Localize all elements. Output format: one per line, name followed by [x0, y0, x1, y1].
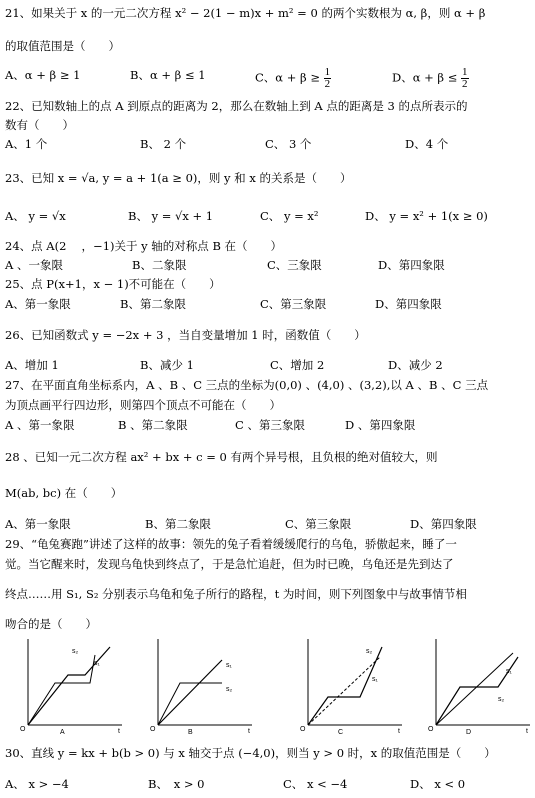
q28-stem-line1: 28 、已知一元二次方程 ax² + bx + c = 0 有两个异号根，且负根的绝对值较大，则	[5, 450, 438, 464]
q28-option-b: B、第二象限	[145, 517, 211, 531]
q22-option-d: D、4 个	[405, 137, 449, 151]
q22-option-b: B、 2 个	[140, 137, 187, 151]
q22-option-c: C、 3 个	[265, 137, 312, 151]
q28-option-d: D、第四象限	[410, 517, 477, 531]
q29-graph-c-label: C	[338, 729, 344, 736]
q27-option-a: A 、第一象限	[5, 418, 75, 432]
q26-option-b: B、减少 1	[140, 358, 194, 372]
q30-option-b: B、 x > 0	[148, 777, 205, 791]
q25-option-d: D、第四象限	[375, 297, 442, 311]
q29-stem-line4: 吻合的是（ ）	[5, 617, 97, 631]
q24-option-b: B、二象限	[132, 258, 187, 272]
q30-option-c: C、 x < −4	[283, 777, 348, 791]
q24-option-a: A 、一象限	[5, 258, 63, 272]
q25-option-a: A、第一象限	[5, 297, 71, 311]
q29-graph-c	[290, 635, 405, 735]
q24-option-c: C、三象限	[267, 258, 322, 272]
q25-option-b: B、第二象限	[120, 297, 186, 311]
q28-option-a: A、第一象限	[5, 517, 71, 531]
q21-stem-line2: 的取值范围是（ ）	[5, 39, 120, 53]
q21-option-d	[392, 67, 469, 90]
q29-graph-c-t: t	[398, 728, 400, 735]
q21-option-d-fraction: $\frac{1}{2}$	[462, 66, 468, 90]
q25-stem: 25、点 P(x+1，x − 1)不可能在（ ）	[5, 277, 221, 291]
q29-graph-c-s1: s₁	[372, 676, 378, 683]
q27-option-b: B 、第二象限	[118, 418, 188, 432]
q29-stem-line1: 29、“龟兔赛跑”讲述了这样的故事：领先的兔子看着缓缓爬行的乌龟，骄傲起来，睡了一	[5, 537, 457, 551]
q27-option-d: D 、第四象限	[345, 418, 416, 432]
q28-stem-line2: M(ab, bc) 在（ ）	[5, 486, 123, 500]
q29-stem-line3: 终点……用 S₁, S₂ 分别表示乌龟和兔子所行的路程，t 为时间，则下列图象中与故事情节相	[5, 587, 467, 601]
q30-stem: 30、直线 y = kx + b(b > 0) 与 x 轴交于点 (−4,0)，则当 y > 0 时，x 的取值范围是（ ）	[5, 746, 496, 760]
q29-graph-d-t: t	[526, 728, 528, 735]
q26-option-d: D、减少 2	[388, 358, 443, 372]
q21-option-b: B、α + β ≤ 1	[130, 68, 206, 82]
q27-option-c: C 、第三象限	[235, 418, 305, 432]
q29-graph-b-origin: O	[150, 726, 156, 733]
q29-graph-a	[10, 635, 125, 735]
q21-option-d-text: D、α + β ≤	[392, 70, 458, 85]
q29-graph-d-label: D	[466, 729, 472, 736]
q27-stem-line2: 为顶点画平行四边形，则第四个顶点不可能在（ ）	[5, 398, 281, 412]
q22-stem-line2: 数有（ ）	[5, 118, 74, 132]
q29-graph-b	[140, 635, 255, 735]
q30-option-a: A、 x > −4	[5, 777, 69, 791]
q23-option-c: C、 y = x²	[260, 209, 319, 223]
q23-option-b: B、 y = √x + 1	[128, 209, 214, 223]
q26-stem: 26、已知函数式 y = −2x + 3 ，当自变量增加 1 时，函数值（ ）	[5, 328, 366, 342]
q29-graph-b-s1: s₁	[226, 662, 232, 669]
q22-stem-line1: 22、已知数轴上的点 A 到原点的距离为 2，那么在数轴上到 A 点的距离是 3 的点所表示的	[5, 99, 468, 113]
q29-graph-c-origin: O	[300, 726, 306, 733]
q22-option-a: A、1 个	[5, 137, 48, 151]
q26-option-a: A、增加 1	[5, 358, 59, 372]
q21-option-c-text: C、α + β ≥	[255, 70, 320, 85]
q29-graph-d	[418, 635, 533, 735]
q24-stem: 24、点 A(2 ，−1)关于 y 轴的对称点 B 在（ ）	[5, 239, 283, 253]
q29-graph-a-label: A	[60, 729, 65, 736]
q29-graph-a-s1: s₁	[94, 660, 100, 667]
q26-option-c: C、增加 2	[270, 358, 325, 372]
q29-graph-a-s2: s₂	[72, 648, 79, 655]
q29-graph-a-t: t	[118, 728, 120, 735]
q29-stem-line2: 觉。当它醒来时，发现乌龟快到终点了，于是急忙追赶，但为时已晚，乌龟还是先到达了	[5, 557, 454, 571]
q29-graph-d-origin: O	[428, 726, 434, 733]
q29-graph-a-origin: O	[20, 726, 26, 733]
q21-option-a: A、α + β ≥ 1	[5, 68, 81, 82]
q30-option-d: D、 x < 0	[410, 777, 466, 791]
q23-option-d: D、 y = x² + 1(x ≥ 0)	[365, 209, 488, 223]
q25-option-c: C、第三象限	[260, 297, 327, 311]
q23-option-a: A、 y = √x	[5, 209, 66, 223]
q29-graph-d-s2: s₂	[498, 696, 505, 703]
q23-stem: 23、已知 x = √a, y = a + 1(a ≥ 0)，则 y 和 x 的关系是（ ）	[5, 171, 352, 185]
q21-option-c	[255, 67, 331, 90]
q21-option-c-fraction: $\frac{1}{2}$	[324, 66, 331, 90]
q27-stem-line1: 27、在平面直角坐标系内，A 、B 、C 三点的坐标为(0,0) 、(4,0) 、(3,2),以 A 、B 、C 三点	[5, 378, 489, 392]
q29-graph-c-s2: s₂	[366, 648, 373, 655]
q29-graph-b-label: B	[188, 729, 193, 736]
q29-graph-b-t: t	[248, 728, 250, 735]
q24-option-d: D、第四象限	[378, 258, 445, 272]
q21-stem-line1: 21、如果关于 x 的一元二次方程 x² − 2(1 − m)x + m² = 0 的两个实数根为 α, β，则 α + β	[5, 6, 486, 20]
q29-graph-d-s1: s₁	[506, 668, 512, 675]
q29-graph-b-s2: s₂	[226, 686, 233, 693]
q28-option-c: C、第三象限	[285, 517, 352, 531]
